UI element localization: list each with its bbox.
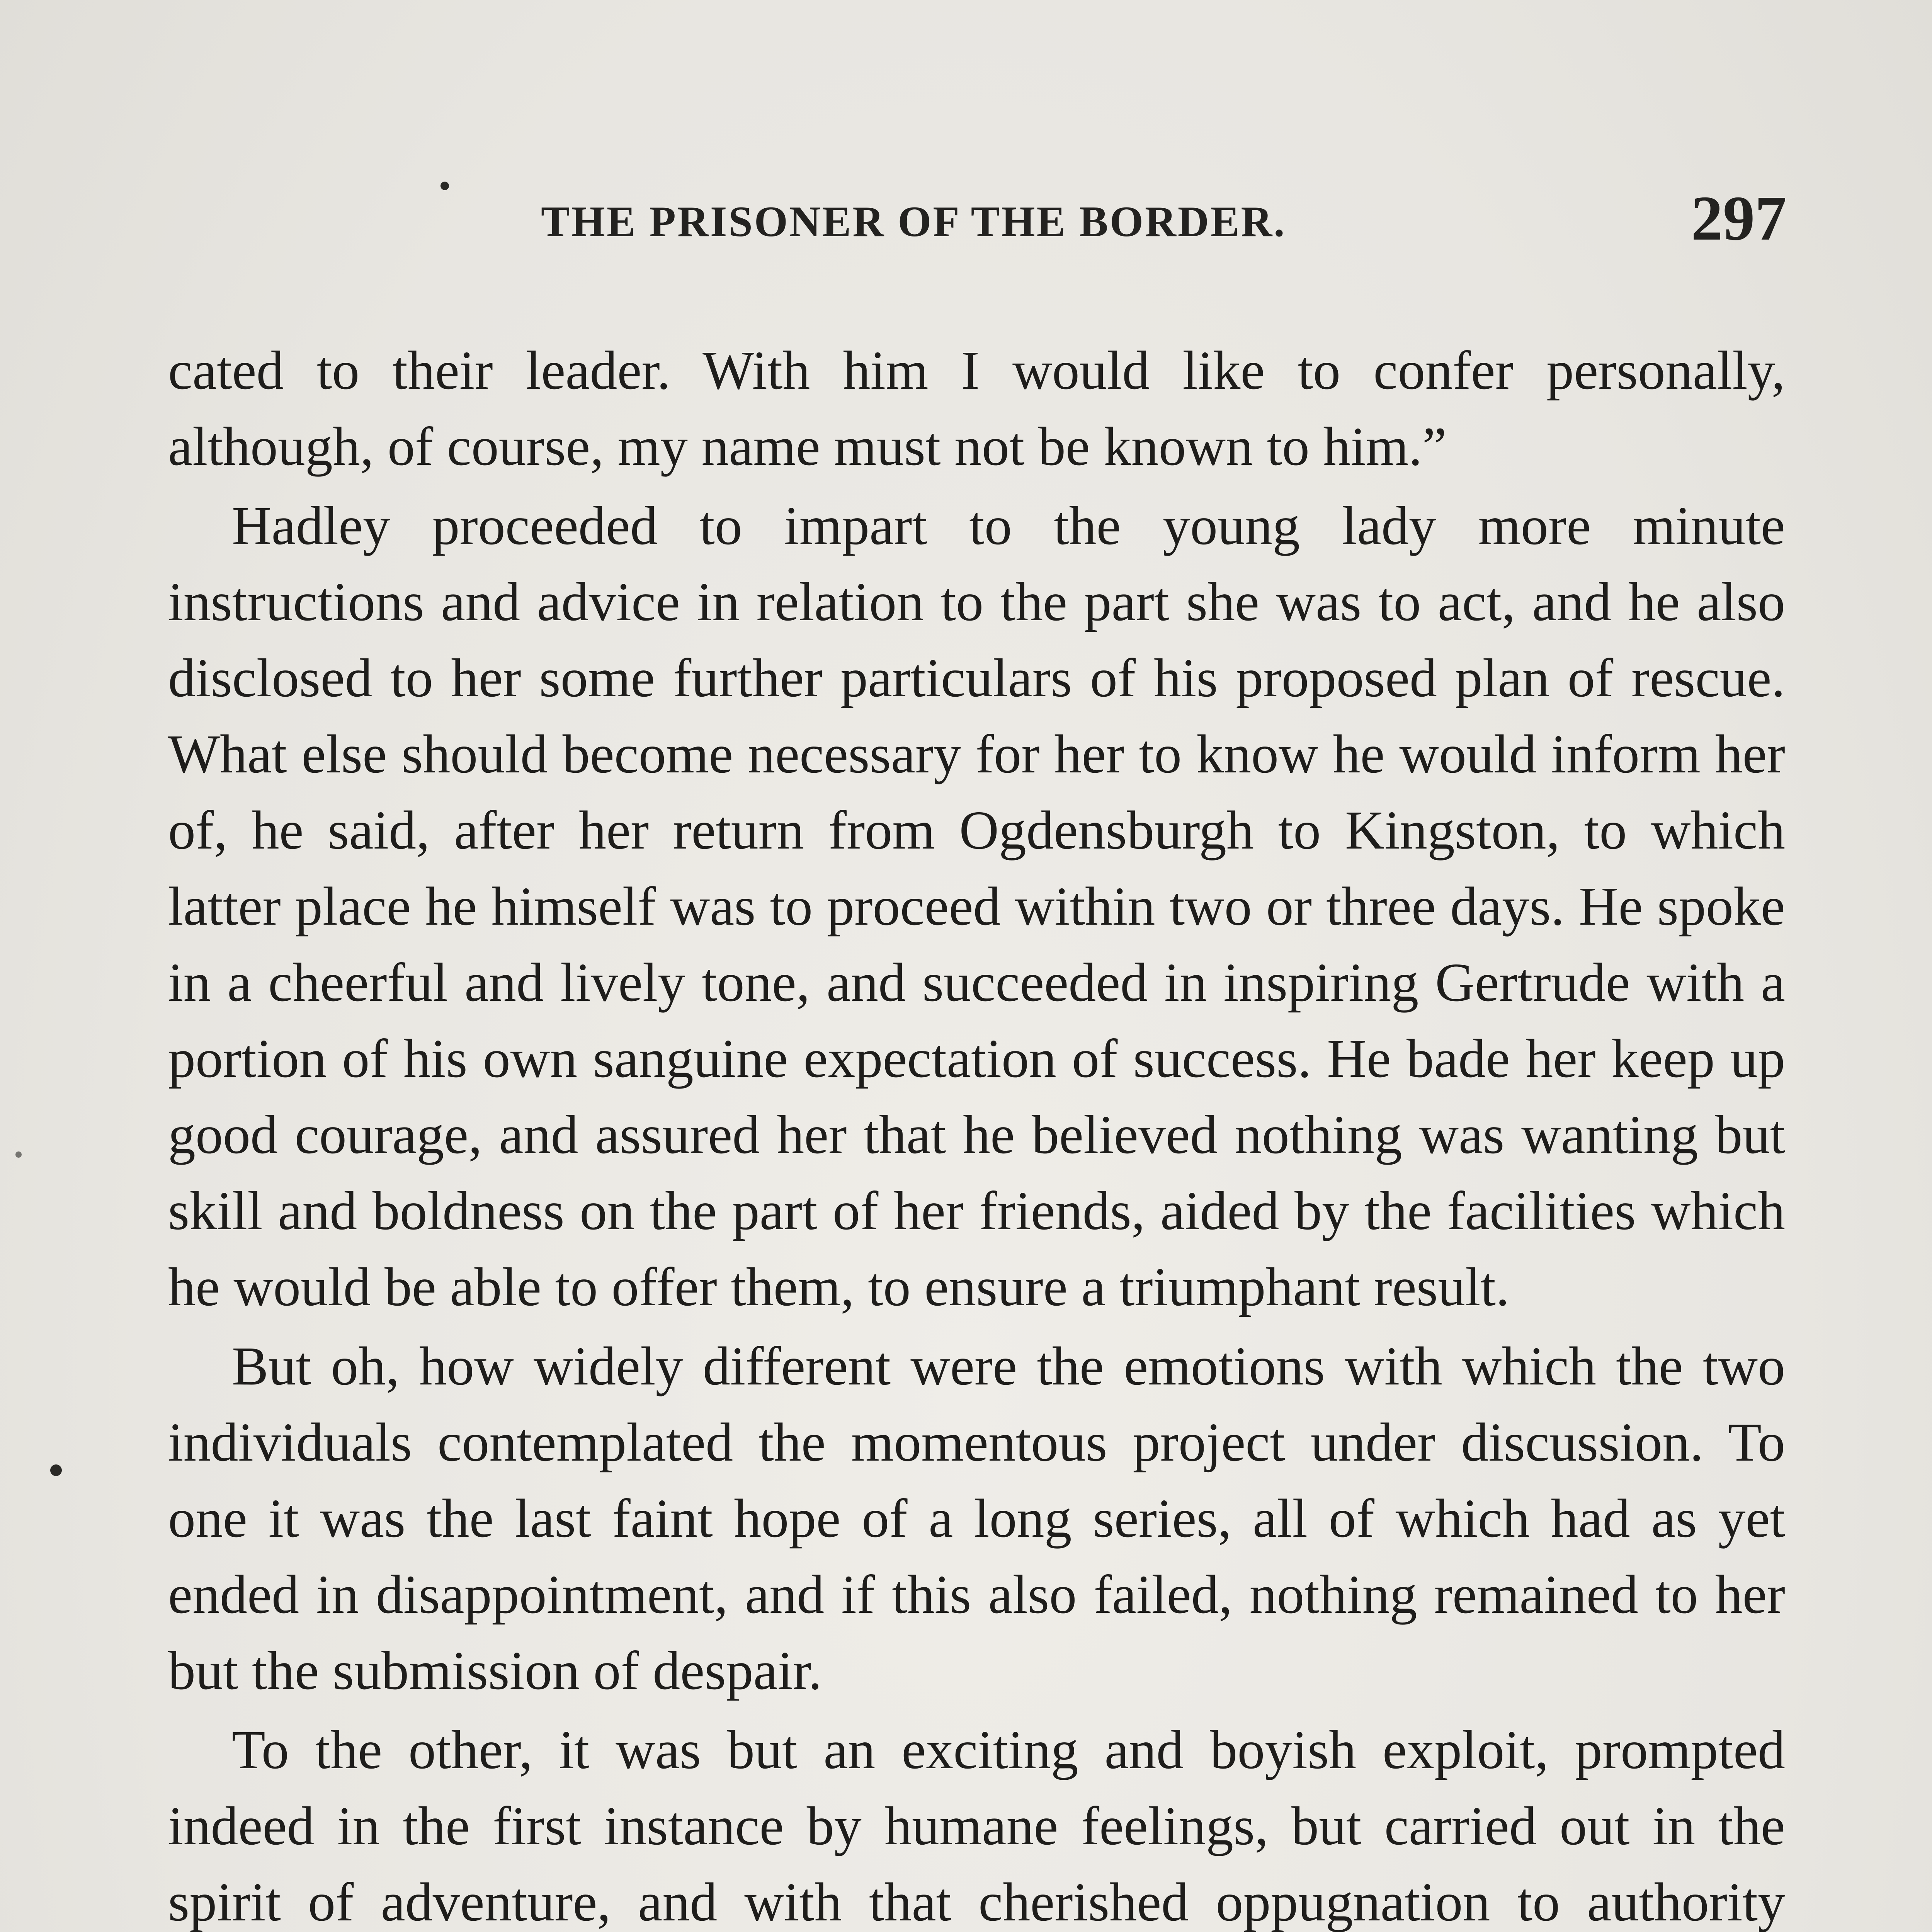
running-head: THE PRISONER OF THE BORDER. (541, 198, 1286, 246)
paper-speck (50, 1464, 62, 1476)
page-number: 297 (1691, 183, 1787, 253)
paper-speck (15, 1151, 22, 1158)
paper-speck (440, 182, 449, 190)
paragraph: To the other, it was but an exciting and boyish exploit, prompted indeed in the first instance by humane feelings, but carried out in the spirit of adventure, and with that cherished oppugnation to authority (168, 1719, 1785, 1932)
paragraph: But oh, how widely different were the emotions with which the two individuals contemplated the momentous project under discussion. To one it was the last faint hope of a long series, all of which had as yet ended in disappointment, and if this also failed, nothing remained to her but the submission of despair. (168, 1335, 1785, 1701)
paragraph: Hadley proceeded to impart to the young lady more minute instructions and advice in relation to the part she was to act, and he also disclosed to her some further particulars of his proposed plan of rescue. What else should become necessary for her to know he would inform her of, he said, after her return from Ogdensburgh to Kingston, to which latter place he himself was to proceed within two or three days. He spoke in a cheerful and lively tone, and succeeded in inspiring Gertrude with a portion of his own sanguine expectation of success. He bade her keep up good courage, and assured her that he believed nothing was wanting but skill and boldness on the part of her friends, aided by the facilities which he would be able to offer them, to ensure a triumphant result. (168, 495, 1785, 1317)
body-text (168, 332, 1785, 1932)
paragraph: cated to their leader. With him I would like to confer personally, although, of course, my name must not be known to him.” (168, 340, 1785, 477)
